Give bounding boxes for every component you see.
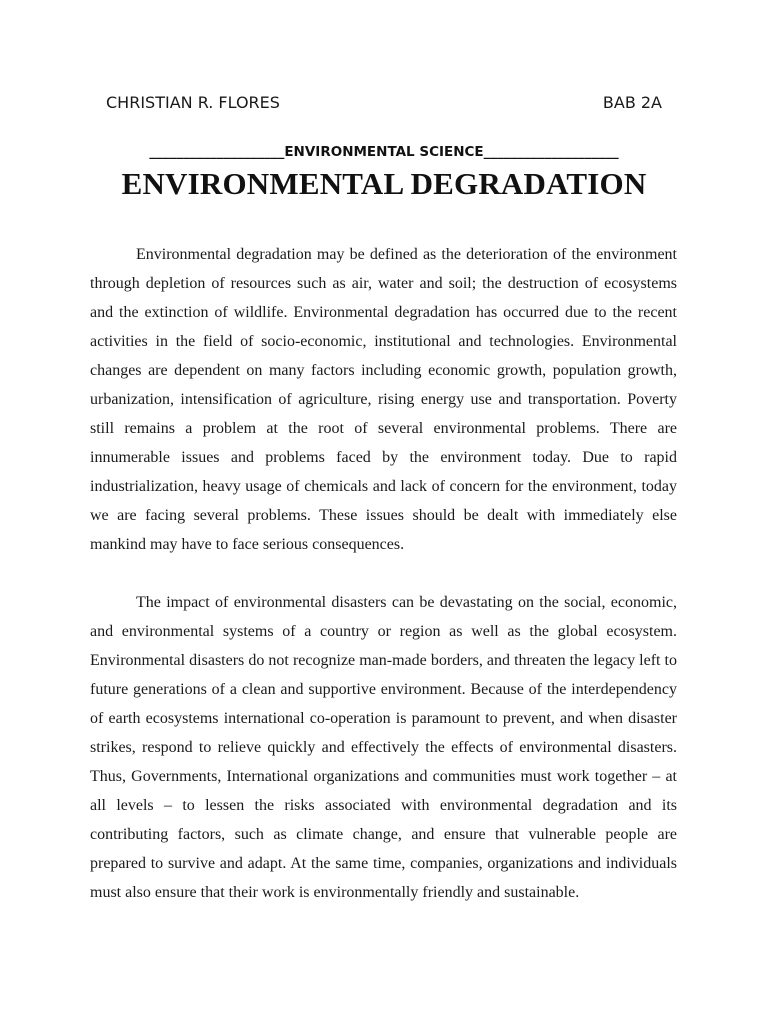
subject-heading: ____________________ENVIRONMENTAL SCIENCE____________________ bbox=[149, 144, 619, 160]
body-paragraph-1: Environmental degradation may be defined as the deterioration of the environment through depletion of resources such as air, water and soil; the destruction of ecosystems and the extinction of wildlife. Environmental degradation has occurred due to the recent activities in the field of socio-economic, institutional and technologies. Environmental changes are dependent on many factors including economic growth, population growth, urbanization, intensification of agriculture, rising energy use and transportation. Poverty still remains a problem at the root of several environmental problems. There are innumerable issues and problems faced by the environment today. Due to rapid industrialization, heavy usage of chemicals and lack of concern for the environment, today we are facing several problems. These issues should be dealt with immediately else mankind may have to face serious consequences. bbox=[90, 246, 677, 553]
author-name: CHRISTIAN R. FLORES bbox=[106, 93, 280, 112]
class-section: BAB 2A bbox=[602, 93, 662, 112]
body-paragraph-2: The impact of environmental disasters can be devastating on the social, economic, and environmental systems of a country or region as well as the global ecosystem. Environmental disasters do not recognize man-made borders, and threaten the legacy left to future generations of a clean and supportive environment. Because of the interdependency of earth ecosystems international co-operation is paramount to prevent, and when disaster strikes, respond to relieve quickly and effectively the effects of environmental disasters. Thus, Governments, International organizations and communities must work together – at all levels – to lessen the risks associated with environmental degradation and its contributing factors, such as climate change, and ensure that vulnerable people are prepared to survive and adapt. At the same time, companies, organizations and individuals must also ensure that their work is environmentally friendly and sustainable. bbox=[90, 594, 677, 901]
document-title: ENVIRONMENTAL DEGRADATION bbox=[121, 166, 647, 201]
document-header bbox=[106, 92, 662, 114]
